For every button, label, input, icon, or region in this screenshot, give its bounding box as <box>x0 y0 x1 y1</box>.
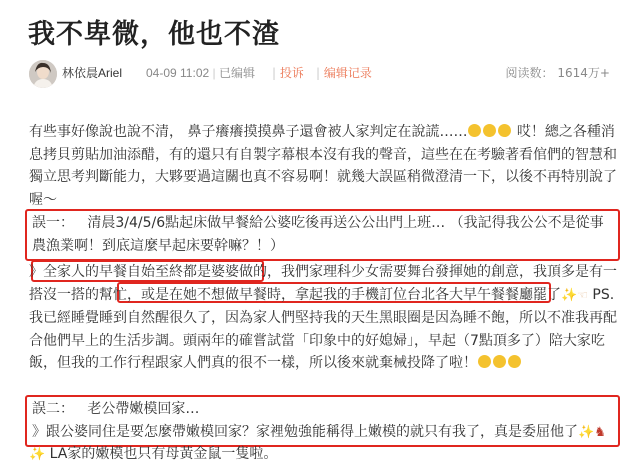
reply-one-middle-text: ，我們家理科少女需要舞台發揮她的創意，我頂多是有一搭沒一搭的幫忙， <box>29 264 617 303</box>
edit-history-text[interactable]: 编辑记录 <box>323 66 372 80</box>
laugh-emoji <box>478 355 491 368</box>
laugh-emoji <box>468 124 481 137</box>
reply-one-highlight-text-1: 全家人的早餐自始至終都是婆婆做的 <box>43 264 267 280</box>
post-title: 我不卑微，他也不渣 <box>28 19 280 50</box>
post-date-text: 04-09 11:02 <box>146 66 210 80</box>
dancer-icon: ♞ <box>594 424 606 440</box>
reply-two-end-text: LA家的嫩模也只有母黃金鼠一隻啦。 <box>45 446 278 462</box>
separator: | <box>272 66 277 80</box>
read-count-label: 阅读数： <box>505 66 554 80</box>
intro-paragraph <box>29 121 620 211</box>
reply-one-highlight-text-2: 或是在她不想做早餐時，拿起我的手機訂位台北各大早午餐餐廳罷了 <box>141 286 561 303</box>
mistake-one <box>32 212 614 257</box>
laugh-emoji <box>483 124 496 137</box>
sparkle-icon: ✨ <box>29 447 46 462</box>
laugh-emoji <box>493 355 506 368</box>
mistake-one-text: 清晨3/4/5/6點起床做早餐給公婆吃後再送公公出門上班… （我記得我公公不是從事農漁業啊！到底這麼早起床要幹嘛？！） <box>32 215 604 254</box>
mistake-one-label: 誤一： <box>32 215 74 231</box>
sparkle-icon: ✨ <box>578 424 595 440</box>
report-link-text[interactable]: 投诉 <box>279 66 304 80</box>
report-link[interactable] <box>272 64 304 81</box>
intro-text-2: 哎！總之各種消息拷貝剪貼加油添醋，有的還只有自製字幕根本沒有我的聲音，這些在在考驗著看倌們的智慧和獨立思考判斷能力，大夥要過這關也真不容易啊！就幾大誤區稍微澄清一下，以後不再特別說了喔～ <box>29 124 617 208</box>
reply-two-text: 》跟公婆同住是要怎麼帶嫩模回家？家裡勉強能稱得上嫩模的就只有我了，真是委屈他了 <box>32 423 578 440</box>
mistake-two-label: 誤二： <box>32 401 74 417</box>
mistake-two <box>32 398 614 444</box>
read-count <box>506 64 610 81</box>
avatar[interactable] <box>29 60 57 88</box>
reply-arrow: 》 <box>29 264 43 280</box>
reply-two-end <box>29 443 620 467</box>
edit-history-link[interactable] <box>316 64 372 81</box>
read-count-value: 1614万+ <box>557 66 610 80</box>
pointing-hand-icon: ☜ <box>577 287 588 302</box>
edited-label: 已编辑 <box>218 66 255 80</box>
separator: | <box>316 66 321 80</box>
reply-one-ps-text: PS.我已經睡覺睡到自然醒很久了，因為家人們堅持我的天生黑眼圈是因為睡不飽，所以不准我再配合他們早上的生活步調。頭兩年的確嘗試當「印象中的好媳婦」，早起（7點頂多了）陪大家吃飯，但我的工作行程跟家人們真的很不一樣，所以後來就棄械投降了啦！ <box>29 286 617 371</box>
post-date <box>146 64 255 81</box>
laugh-emoji <box>498 124 511 137</box>
mistake-two-text: 老公帶嫩模回家… <box>87 401 200 417</box>
reply-one <box>29 261 620 375</box>
laugh-emoji <box>508 355 521 368</box>
author-name[interactable]: 林依晨Ariel <box>62 66 123 80</box>
avatar-portrait <box>29 60 57 88</box>
intro-text-1: 有些事好像說也說不清， 鼻子癢癢摸摸鼻子還會被人家判定在說謊…… <box>29 124 468 140</box>
separator: | <box>212 66 216 80</box>
sparkle-icon: ✨ <box>561 287 578 303</box>
